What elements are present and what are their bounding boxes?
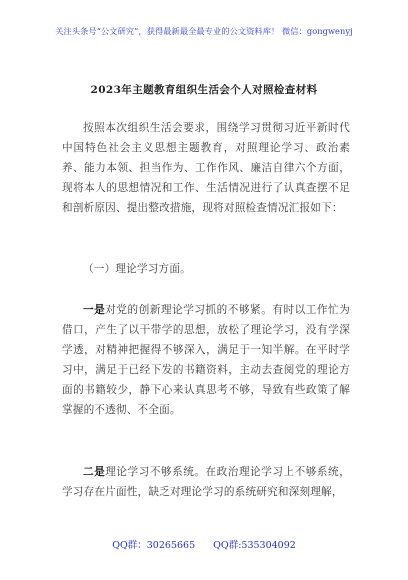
point-two-text: 理论学习不够系统。在政治理论学习上不够系统，学习存在片面性，缺乏对理论学习的系统研究和深刻理解，	[62, 466, 350, 498]
point-one-text: 对党的创新理论学习抓的不够紧。有时以工作忙为借口，产生了以干带学的思想，放松了理论学习，没有学深学透，对精神把握得不够深入，满足于一知半解。在平时学习中，满足于已经下发的书籍资料，主动去查阅党的理论方面的书籍较少，静下心来认真思考不够，导致有些政策了解掌握的不透彻、不全面。	[62, 304, 350, 416]
document-title: 2023年主题教育组织生活会个人对照检查材料	[90, 84, 318, 96]
qq-group-1: QQ群：30265665	[112, 540, 196, 551]
section-heading: （一）理论学习方面。	[83, 263, 191, 275]
point-one-lead: 一是	[83, 304, 106, 316]
point-one-paragraph	[62, 300, 350, 420]
footer-qq-groups	[0, 537, 408, 551]
header-promo-note: 关注头条号“公文研究”，获得最新最全最专业的公文资料库！ 微信：gongwenyj	[55, 26, 353, 36]
point-two-paragraph	[62, 462, 350, 502]
qq-group-2: QQ群:535304092	[213, 540, 296, 551]
intro-paragraph: 按照本次组织生活会要求，围绕学习贯彻习近平新时代中国特色社会主义思想主题教育，对照理论学习、政治素养、能力本领、担当作为、工作作风、廉洁自律六个方面，现将本人的思想情况和工作、生活情况进行了认真查摆不足和剖析原因、提出整改措施，现将对照检查情况汇报如下：	[62, 122, 350, 214]
point-two-lead: 二是	[83, 466, 106, 478]
